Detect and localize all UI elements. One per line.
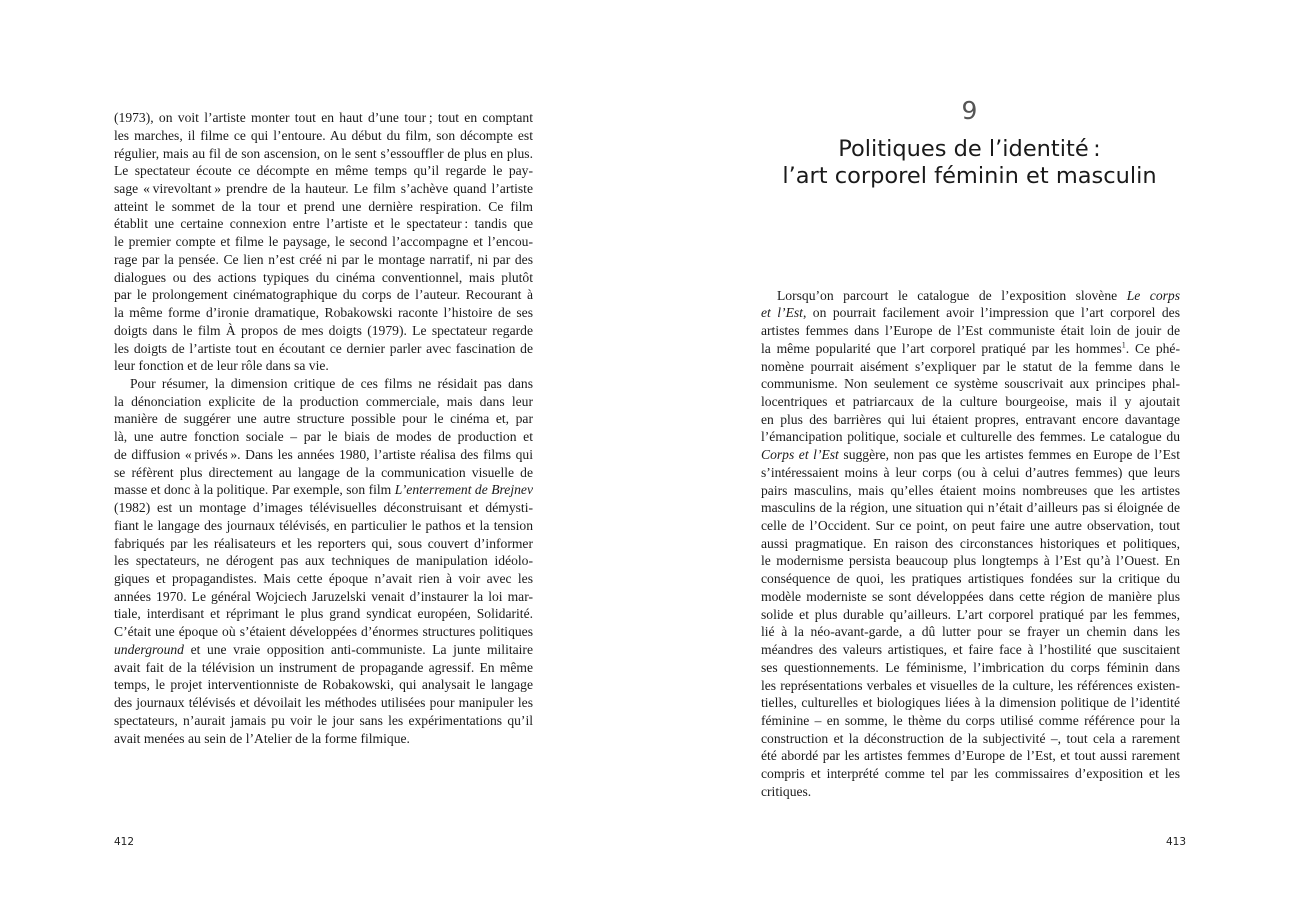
text-line: construction et la déconstruction de la subjectivité –, tout cela a rarement bbox=[761, 731, 1180, 746]
text-line: par le prolongement cinématographique du corps de l’auteur. Recourant à bbox=[114, 287, 533, 302]
text-line: lié à la néo-avant-garde, a dû lutter pour se frayer un chemin dans les bbox=[761, 624, 1180, 639]
text-line: manière de suggérer une autre structure possible pour le cinéma et, par bbox=[114, 411, 533, 426]
text-line: rage par la pensée. Ce lien n’est créé ni par le montage narratif, ni par des bbox=[114, 252, 533, 267]
film-title: L’enterrement de Brejnev bbox=[394, 482, 533, 497]
text-line: modèle moderniste se sont développées dans cette région de manière plus bbox=[761, 589, 1180, 604]
text-line: doigts dans le film À propos de mes doigts (1979). Le spectateur regarde bbox=[114, 323, 533, 338]
text-line: fiant le langage des journaux télévisés, en particulier le pathos et la tension bbox=[114, 518, 533, 533]
text-line: années 1970. Le général Wojciech Jaruzelski venait d’instaurer la loi mar- bbox=[114, 589, 533, 604]
text-line: avait fait de la télévision un instrument de propagande agressif. En même bbox=[114, 660, 533, 675]
text-line bbox=[761, 340, 1180, 358]
text-line: fabriqués par les réalisateurs et les reporters qui, sous couvert d’informer bbox=[114, 536, 533, 551]
text-line bbox=[114, 641, 533, 659]
text-line bbox=[761, 304, 1180, 322]
text-line: les marches, il filme ce qui l’entoure. Au début du film, son décompte est bbox=[114, 128, 533, 143]
text-line: les spectateurs, ne dérogent pas aux techniques de manipulation idéolo- bbox=[114, 553, 533, 568]
text-line: Le spectateur écoute ce décompte en même temps qu’il regarde le pay- bbox=[114, 163, 533, 178]
text-line: le modernisme persista beaucoup plus longtemps à l’Est qu’à l’Ouest. En bbox=[761, 553, 1180, 568]
page-number: 412 bbox=[114, 836, 135, 848]
catalogue-title: et l’Est bbox=[761, 305, 803, 320]
text-line: méandres des valeurs artistiques, et faire face à l’hostilité que suscitaient bbox=[761, 642, 1180, 657]
catalogue-title: Le corps bbox=[1126, 288, 1180, 303]
text-line: C’était une époque où s’étaient développées d’énormes structures politiques bbox=[114, 624, 533, 639]
page-number: 413 bbox=[1166, 836, 1187, 848]
text-line: l’émancipation politique, sociale et culturelle des femmes. Le catalogue du bbox=[761, 429, 1180, 444]
italic-word: underground bbox=[114, 642, 184, 657]
text-span: , on pourrait facilement avoir l’impression que l’art corporel des bbox=[802, 305, 1181, 320]
text-line: régulier, mais au fil de son ascension, on le sent s’essouffler de plus en plus. bbox=[114, 146, 533, 161]
text-line: dialogues ou des actions typiques du cinéma conventionnel, mais plutôt bbox=[114, 270, 533, 285]
text-span: Lorsqu’on parcourt le catalogue de l’exposition slovène bbox=[777, 288, 1127, 303]
text-line: masculins de la région, une situation qui n’était d’ailleurs pas si éloignée de bbox=[761, 500, 1180, 515]
text-line: là, une autre fonction sociale – par le biais de modes de production et bbox=[114, 429, 533, 444]
text-line: les doigts de l’artiste tout en écoutant ce dernier parler avec fascination de bbox=[114, 341, 533, 356]
text-line: féminine – en somme, le thème du corps utilisé comme référence pour la bbox=[761, 713, 1180, 728]
text-span: masse et donc à la politique. Par exemple, son film bbox=[114, 482, 395, 497]
text-line bbox=[114, 481, 533, 499]
text-line: (1982) est un montage d’images télévisuelles déconstruisant et démysti- bbox=[114, 500, 533, 515]
chapter-title-line-1: Politiques de l’identité : bbox=[838, 136, 1101, 162]
text-line: leur fonction et de leur rôle dans sa vie. bbox=[114, 358, 329, 373]
text-span: la même popularité que l’art corporel pratiqué par les hommes bbox=[761, 341, 1122, 356]
text-line: spectateurs, n’aurait jamais pu voir le jour sans les expérimentations qu’il bbox=[114, 713, 533, 728]
text-line: les représentations verbales et visuelles de la culture, les références existen- bbox=[761, 678, 1180, 693]
text-line: le premier compte et filme le paysage, le second l’accompagne et l’encou- bbox=[114, 234, 533, 249]
text-line: la dénonciation explicite de la production commerciale, mais dans leur bbox=[114, 394, 533, 409]
text-line: Pour résumer, la dimension critique de ces films ne résidait pas dans bbox=[130, 376, 533, 391]
text-line: (1973), on voit l’artiste monter tout en haut d’une tour ; tout en comptant bbox=[114, 110, 533, 125]
text-line: communisme. Non seulement ce système souscrivait aux principes phal- bbox=[761, 376, 1180, 391]
text-line: se réfèrent plus directement au langage de la communication visuelle de bbox=[114, 465, 533, 480]
text-line: critiques. bbox=[761, 784, 812, 799]
text-line: été abordé par les artistes femmes d’Europe de l’Est, et tout aussi rarement bbox=[761, 748, 1180, 763]
text-line: s’intéressaient moins à leur corps (ou à celui d’autres femmes) que leurs bbox=[761, 465, 1180, 480]
text-span: suggère, non pas que les artistes femmes en Europe de l’Est bbox=[838, 447, 1180, 462]
chapter-number: 9 bbox=[961, 96, 978, 125]
text-line: ses questionnements. Le féminisme, l’imbrication du corps féminin dans bbox=[761, 660, 1180, 675]
text-line: établit une certaine connexion entre l’artiste et le spectateur : tandis que bbox=[114, 216, 533, 231]
text-span: et une vraie opposition anti-communiste. La junte militaire bbox=[183, 642, 533, 657]
footnote-marker[interactable]: 1 bbox=[1121, 340, 1126, 350]
text-line: solide et plus durable qu’ailleurs. L’art corporel pratiqué par les femmes, bbox=[761, 607, 1180, 622]
catalogue-title: Corps et l’Est bbox=[761, 447, 839, 462]
text-line: des journaux télévisés et dévoilait les méthodes utilisées pour manipuler les bbox=[114, 695, 533, 710]
text-line bbox=[761, 446, 1180, 464]
left-page bbox=[0, 0, 646, 913]
text-line: pairs masculins, mais qu’elles étaient moins nombreuses que les artistes bbox=[761, 483, 1180, 498]
text-line: sage « virevoltant » prendre de la hauteur. Le film s’achève quand l’artiste bbox=[114, 181, 533, 196]
text-line: celle de l’Occident. Sur ce point, on peut faire une autre observation, tout bbox=[761, 518, 1180, 533]
text-line: compris et interprété comme tel par les commissaires d’exposition et les bbox=[761, 766, 1180, 781]
text-line: temps, le projet interventionniste de Robakowski, qui analysait le langage bbox=[114, 677, 533, 692]
text-line: artistes femmes dans l’Europe de l’Est communiste était loin de jouir de bbox=[761, 323, 1180, 338]
text-span: . Ce phé- bbox=[1125, 341, 1180, 356]
right-page bbox=[646, 0, 1293, 913]
text-line: locentriques et patriarcaux de la culture bourgeoise, mais il y ajoutait bbox=[761, 394, 1180, 409]
text-line: tielles, culturelles et biologiques liées à la dimension politique de l’identité bbox=[761, 695, 1180, 710]
text-line: giques et propagandistes. Mais cette époque n’avait rien à voir avec les bbox=[114, 571, 533, 586]
text-line: aussi pragmatique. En raison des circonstances historiques et politiques, bbox=[761, 536, 1180, 551]
text-line: atteint le sommet de la tour et prend une dernière respiration. Ce film bbox=[114, 199, 533, 214]
text-line: de diffusion « privés ». Dans les années 1980, l’artiste réalisa des films qui bbox=[114, 447, 533, 462]
text-line: tiale, interdisant et réprimant le plus grand syndicat européen, Solidarité. bbox=[114, 606, 533, 621]
text-line: avait menées au sein de l’Atelier de la forme filmique. bbox=[114, 731, 410, 746]
text-line: conséquence de quoi, les pratiques artistiques fondées sur la critique du bbox=[761, 571, 1180, 586]
text-line: nomène pourrait aisément s’expliquer par le statut de la femme dans le bbox=[761, 359, 1180, 374]
text-line: en plus des barrières qui lui étaient propres, entravant encore davantage bbox=[761, 412, 1180, 427]
chapter-title-line-2: l’art corporel féminin et masculin bbox=[782, 163, 1157, 189]
text-line: la même forme d’ironie dramatique, Robakowski raconte l’histoire de ses bbox=[114, 305, 533, 320]
text-line bbox=[761, 287, 1180, 305]
